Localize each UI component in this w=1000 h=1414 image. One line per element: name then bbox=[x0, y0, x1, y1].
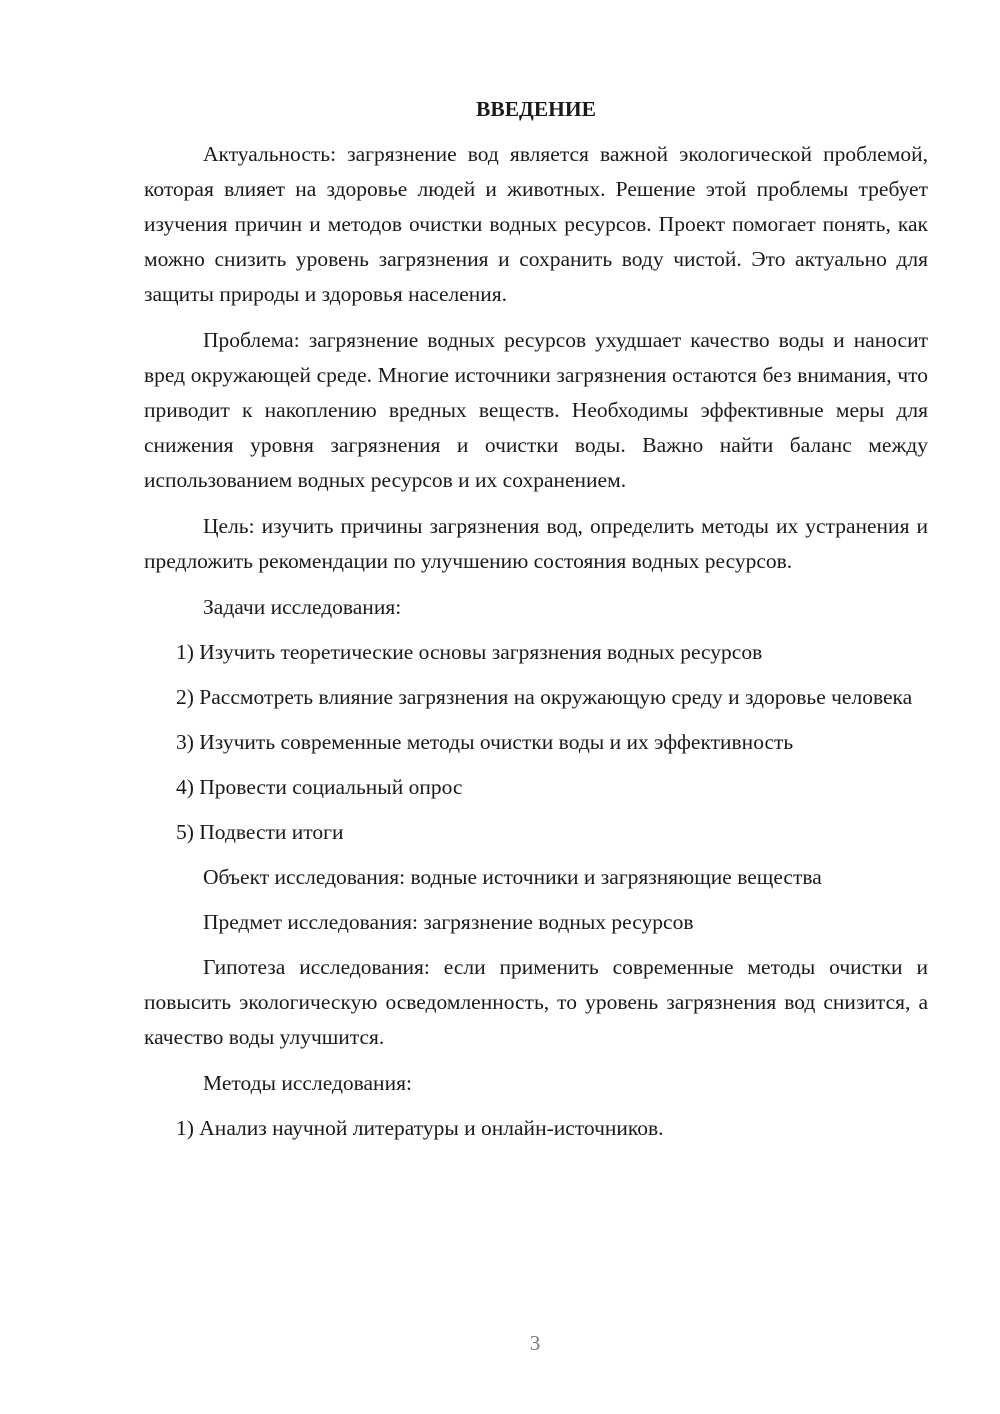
task-item-3: 3) Изучить современные методы очистки воды и их эффективность bbox=[176, 730, 794, 754]
task-item-4: 4) Провести социальный опрос bbox=[176, 775, 463, 799]
methods-title: Методы исследования: bbox=[203, 1071, 412, 1095]
task-item-2: 2) Рассмотреть влияние загрязнения на окружающую среду и здоровье человека bbox=[176, 685, 913, 709]
task-item-5: 5) Подвести итоги bbox=[176, 820, 344, 844]
goal-paragraph: Цель: изучить причины загрязнения вод, определить методы их устранения и предложить рекомендации по улучшению состояния водных ресурсов. bbox=[144, 514, 928, 573]
section-heading: ВВЕДЕНИЕ bbox=[476, 97, 596, 121]
task-item-1: 1) Изучить теоретические основы загрязнения водных ресурсов bbox=[176, 640, 763, 664]
page-number: 3 bbox=[529, 1331, 541, 1355]
hypothesis-paragraph: Гипотеза исследования: если применить современные методы очистки и повысить экологическую осведомленность, то уровень загрязнения вод снизится, а качество воды улучшится. bbox=[144, 955, 928, 1049]
tasks-title: Задачи исследования: bbox=[203, 595, 402, 619]
problem-paragraph: Проблема: загрязнение водных ресурсов ухудшает качество воды и наносит вред окружающей среде. Многие источники загрязнения остаются без внимания, что приводит к накоплению вредных веществ. Необходимы эффективные меры для снижения уровня загрязнения и очистки воды. Важно найти баланс между использованием водных ресурсов и их сохранением. bbox=[144, 328, 928, 492]
document-page bbox=[144, 92, 928, 1156]
research-object: Объект исследования: водные источники и загрязняющие вещества bbox=[203, 865, 822, 889]
method-item-1: 1) Анализ научной литературы и онлайн-источников. bbox=[176, 1116, 664, 1140]
research-subject: Предмет исследования: загрязнение водных ресурсов bbox=[203, 910, 694, 934]
relevance-paragraph: Актуальность: загрязнение вод является важной экологической проблемой, которая влияет на здоровье людей и животных. Решение этой проблемы требует изучения причин и методов очистки водных ресурсов. Проект помогает понять, как можно снизить уровень загрязнения и сохранить воду чистой. Это актуально для защиты природы и здоровья населения. bbox=[144, 142, 928, 306]
